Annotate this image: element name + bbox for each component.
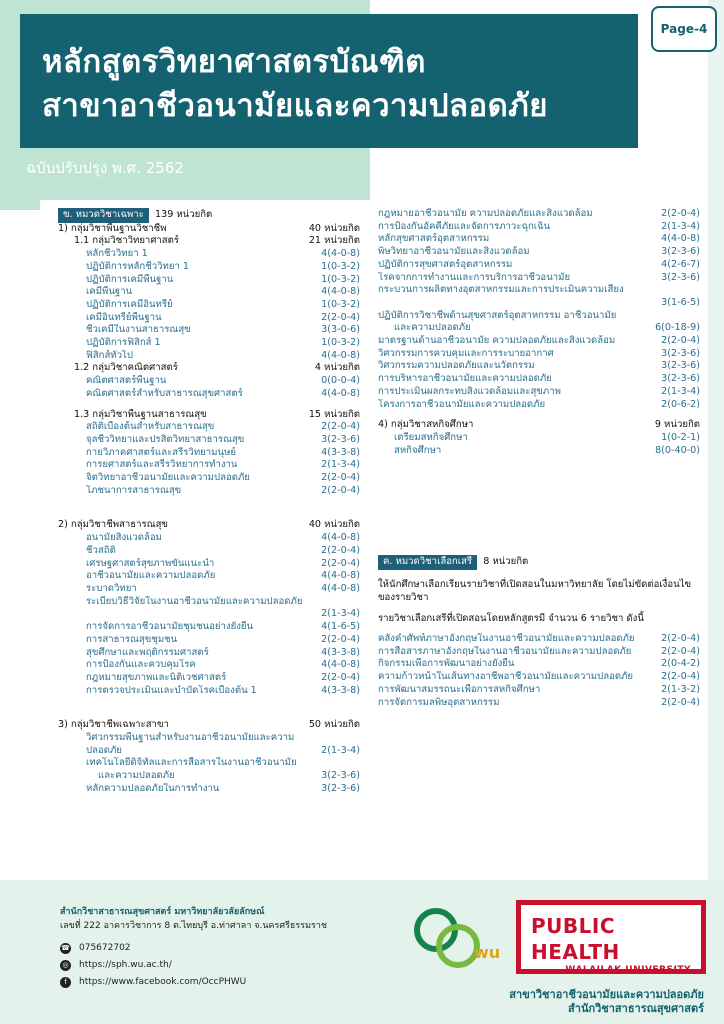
course-name: พิษวิทยาอาชีวอนามัยและสิ่งแวดล้อม — [378, 246, 530, 258]
course-name: ฟิสิกส์ทั่วไป — [86, 349, 133, 361]
section-credits: 139 หน่วยกิต — [155, 209, 213, 220]
course-row[interactable] — [378, 633, 700, 646]
course-name: การจัดการมลพิษอุตสาหกรรม — [378, 696, 500, 708]
course-credits: 2(1-3-4) — [321, 459, 360, 471]
course-credits: 3(2-3-6) — [661, 360, 700, 372]
course-credits: 3(2-3-6) — [661, 373, 700, 385]
course-row[interactable]: ปลอดภัย 2(1-3-4) — [86, 744, 360, 756]
elective-credits: 8 หน่วยกิต — [483, 556, 529, 568]
course-row[interactable] — [378, 373, 700, 386]
course-row[interactable] — [58, 583, 360, 596]
course-credits: 3(2-3-6) — [661, 246, 700, 258]
course-credits: 4(4-0-8) — [321, 286, 360, 298]
subtitle: ฉบับปรับปรุง พ.ศ. 2562 — [26, 159, 184, 177]
course-credits: 2(2-0-4) — [321, 544, 360, 556]
course-credits: 2(2-0-4) — [661, 208, 700, 219]
course-row[interactable] — [58, 261, 360, 274]
course-row[interactable] — [378, 208, 700, 221]
course-credits: 4(4-0-8) — [321, 659, 360, 671]
dept-line-2: สำนักวิชาสาธารณสุขศาสตร์ — [568, 1002, 704, 1015]
course-name: การป้องกันอัคคีภัยและจัดการภาวะฉุกเฉิน — [378, 220, 551, 232]
course-row[interactable] — [58, 299, 360, 312]
course-name: ชีวสถิติ — [86, 544, 116, 556]
department-logo — [412, 902, 502, 978]
course-credits: 4(4-0-8) — [321, 387, 360, 399]
course-row[interactable] — [378, 445, 700, 458]
title-line-1: หลักสูตรวิทยาศาสตรบัณฑิต — [42, 44, 426, 80]
title-banner — [20, 14, 638, 148]
course-row[interactable] — [378, 697, 700, 710]
course-credits: 2(2-0-4) — [321, 484, 360, 496]
course-credits: 4(4-0-8) — [321, 248, 360, 260]
public-health-logo — [516, 900, 706, 974]
course-credits: 1(0-3-2) — [321, 260, 360, 272]
course-credits: 2(2-0-4) — [661, 696, 700, 708]
course-credits: 2(2-0-4) — [321, 671, 360, 683]
left-column — [58, 208, 360, 796]
course-credits: 2(0-4-2) — [661, 658, 700, 670]
course-name: อาชีวอนามัยและความปลอดภัย — [86, 570, 216, 582]
course-name: สหกิจศึกษา — [394, 444, 442, 456]
course-credits: 2(1-3-4) — [661, 385, 700, 397]
course-name: มาตรฐานด้านอาชีวอนามัย ความปลอดภัยและสิ่งแวดล้อม — [378, 335, 616, 347]
course-row[interactable]: ระเบียบวิธีวิจัยในงานอาชีวอนามัยและความปลอดภัย — [86, 595, 303, 607]
phone-item[interactable] — [60, 941, 327, 955]
group-header: 4) กลุ่มวิชาสหกิจศึกษา 9 หน่วยกิต — [378, 419, 700, 431]
course-credits: 1(0-2-1) — [661, 431, 700, 443]
phone-number: 075672702 — [79, 943, 131, 953]
section-header-elective — [378, 555, 700, 570]
course-name: สถิติเบื้องต้นสำหรับสาธารณสุข — [86, 421, 215, 433]
course-row[interactable] — [58, 375, 360, 388]
course-name: วิศวกรรมการควบคุมและการระบายอากาศ — [378, 347, 554, 359]
course-row[interactable] — [58, 312, 360, 325]
course-row[interactable] — [378, 386, 700, 399]
course-row[interactable] — [58, 447, 360, 460]
course-name: ปฏิบัติการเคมีพื้นฐาน — [86, 273, 174, 285]
footer-address: เลขที่ 222 อาคารวิชาการ 8 ต.ไทยบุรี อ.ท่าศาลา จ.นครศรีธรรมราช — [60, 921, 328, 931]
elective-instructions-line-1: ให้นักศึกษาเลือกเรียนรายวิชาที่เปิดสอนในมหาวิทยาลัย โดยไม่ขัดต่อเงื่อนไข — [378, 579, 692, 591]
course-credits: 4(3-3-8) — [321, 646, 360, 658]
course-name: กายวิภาคศาสตร์และสรีรวิทยามนุษย์ — [86, 446, 236, 458]
course-row[interactable] — [378, 272, 700, 285]
course-credits: 2(2-0-4) — [321, 421, 360, 433]
course-row[interactable] — [58, 472, 360, 485]
course-name: เศรษฐศาสตร์สุขภาพขั้นแนะนำ — [86, 557, 215, 569]
course-name: โรคจากการทำงานและการบริการอาชีวอนามัย — [378, 271, 571, 283]
course-row[interactable] — [58, 532, 360, 545]
course-credits: 4(4-0-8) — [661, 233, 700, 245]
course-name: อนามัยสิ่งแวดล้อม — [86, 532, 162, 544]
course-row[interactable] — [58, 324, 360, 337]
subgroup-header: 1.2 กลุ่มวิชาคณิตศาสตร์ 4 หน่วยกิต — [74, 362, 360, 374]
facebook-icon: f — [60, 977, 71, 988]
course-name: กฎหมายสุขภาพและนิติเวชศาสตร์ — [86, 671, 227, 683]
course-credits: 1(0-3-2) — [321, 298, 360, 310]
footer-contact — [60, 905, 327, 989]
globe-icon: ◎ — [60, 960, 71, 971]
course-row[interactable] — [58, 570, 360, 583]
group-header: 1) กลุ่มวิชาพื้นฐานวิชาชีพ 40 หน่วยกิต — [58, 222, 360, 234]
course-credits: 2(2-0-4) — [321, 557, 360, 569]
course-credits: 4(4-0-8) — [321, 570, 360, 582]
course-row[interactable] — [58, 485, 360, 498]
course-row-credits: 3(1-6-5) — [661, 296, 700, 308]
course-credits: 2(2-0-4) — [661, 671, 700, 683]
course-name: ระบาดวิทยา — [86, 582, 137, 594]
course-name: ปฏิบัติการหลักชีววิทยา 1 — [86, 260, 189, 272]
course-row-credits: 2(1-3-4) — [321, 608, 360, 620]
course-name: หลักชีววิทยา 1 — [86, 248, 148, 260]
course-credits: 2(2-0-4) — [321, 472, 360, 484]
course-row[interactable]: วิศวกรรมพื้นฐานสำหรับงานอาชีวอนามัยและความ — [86, 732, 295, 744]
course-credits: 4(4-0-8) — [321, 532, 360, 544]
course-row[interactable] — [378, 646, 700, 659]
course-row[interactable] — [378, 246, 700, 259]
title-line-2: สาขาอาชีวอนามัยและความปลอดภัย — [42, 88, 548, 124]
course-row[interactable] — [58, 337, 360, 350]
course-credits: 3(3-0-6) — [321, 324, 360, 336]
footer-department — [478, 988, 704, 1016]
course-row[interactable]: หลักความปลอดภัยในการทำงาน 3(2-3-6) — [86, 782, 360, 794]
section-header-specific — [58, 208, 360, 223]
section-tag: ข. หมวดวิชาเฉพาะ — [58, 208, 149, 223]
course-list — [58, 621, 360, 697]
course-row[interactable] — [58, 459, 360, 472]
course-credits: 1(0-3-2) — [321, 337, 360, 349]
course-row[interactable] — [378, 259, 700, 272]
dept-line-1: สาขาวิชาอาชีวอนามัยและความปลอดภัย — [509, 988, 704, 1001]
course-credits: 8(0-40-0) — [655, 444, 700, 456]
course-credits: 2(2-0-4) — [661, 335, 700, 347]
phone-icon: ☎ — [61, 944, 70, 952]
logo1-text: wu — [474, 943, 501, 962]
course-credits: 2(1-3-2) — [661, 683, 700, 695]
course-credits: 2(2-0-4) — [321, 633, 360, 645]
course-row[interactable]: ปฏิบัติการวิชาชีพด้านสุขศาสตร์อุตสาหกรรม อาชีวอนามัย — [378, 309, 617, 321]
course-name: การตรวจประเมินและบำบัดโรคเบื้องต้น 1 — [86, 684, 257, 696]
course-row[interactable] — [378, 658, 700, 671]
course-name: การสาธารณสุขชุมชน — [86, 633, 178, 645]
course-name: จุลชีววิทยาและปรสิตวิทยาสาธารณสุข — [86, 433, 245, 445]
course-row[interactable] — [58, 685, 360, 698]
website-link[interactable]: https://sph.wu.ac.th/ — [79, 960, 172, 970]
course-row[interactable]: และความปลอดภัย 6(0-18-9) — [394, 322, 700, 334]
course-list — [58, 248, 360, 362]
course-row[interactable] — [58, 634, 360, 647]
course-row[interactable] — [378, 684, 700, 697]
footer-org: สำนักวิชาสาธารณสุขศาสตร์ มหาวิทยาลัยวลัยลักษณ์ — [60, 907, 265, 917]
group-header: 2) กลุ่มวิชาชีพสาธารณสุข 40 หน่วยกิต — [58, 519, 360, 531]
course-credits: 3(2-3-6) — [321, 433, 360, 445]
curriculum-document — [40, 200, 708, 880]
course-name: ปฏิบัติการสุขศาสตร์อุตสาหกรรม — [378, 258, 513, 270]
course-name: คลังคำศัพท์ภาษาอังกฤษในงานอาชีวอนามัยและความปลอดภัย — [378, 633, 635, 645]
course-name: การสื่อสารภาษาอังกฤษในงานอาชีวอนามัยและความปลอดภัย — [378, 645, 632, 657]
course-credits: 1(0-3-2) — [321, 273, 360, 285]
right-stripe — [708, 0, 724, 1024]
course-name: จิตวิทยาอาชีวอนามัยและความปลอดภัย — [86, 472, 250, 484]
course-row[interactable] — [58, 388, 360, 401]
course-name: ปฏิบัติการฟิสิกส์ 1 — [86, 337, 161, 349]
course-name: ความก้าวหน้าในเส้นทางอาชีพอาชีวอนามัยและความปลอดภัย — [378, 671, 634, 683]
course-name: กิจกรรมเพื่อการพัฒนาอย่างยั่งยืน — [378, 658, 515, 670]
course-name: การประเมินผลกระทบสิ่งแวดล้อมและสุขภาพ — [378, 385, 561, 397]
logo2-line2: WALAILAK UNIVERSITY — [565, 965, 691, 975]
course-credits: 4(1-6-5) — [321, 621, 360, 633]
course-row[interactable] — [58, 659, 360, 672]
course-row[interactable] — [378, 360, 700, 373]
course-credits: 4(4-0-8) — [321, 582, 360, 594]
course-credits: 2(2-0-4) — [661, 633, 700, 645]
course-name: วิศวกรรมความปลอดภัยและนวัตกรรม — [378, 360, 535, 372]
course-row[interactable]: เทคโนโลยีดิจิทัลและการสื่อสารในงานอาชีวอนามัย — [86, 757, 297, 769]
elective-course-list — [378, 633, 700, 709]
course-name: ชีวเคมีในงานสาธารณสุข — [86, 324, 191, 336]
course-credits: 2(2-0-4) — [321, 311, 360, 323]
course-name: การยศาสตร์และสรีรวิทยาการทำงาน — [86, 459, 238, 471]
course-row[interactable] — [58, 434, 360, 447]
course-row[interactable] — [58, 621, 360, 634]
course-credits: 2(1-3-4) — [661, 220, 700, 232]
group-header: 3) กลุ่มวิชาชีพเฉพาะสาขา 50 หน่วยกิต — [58, 719, 360, 731]
elective-section-tag: ค. หมวดวิชาเลือกเสรี — [378, 555, 477, 570]
course-credits: 2(2-0-4) — [661, 645, 700, 657]
course-row[interactable] — [378, 221, 700, 234]
course-name: การบริหารอาชีวอนามัยและความปลอดภัย — [378, 373, 552, 385]
course-name: การป้องกันและควบคุมโรค — [86, 659, 196, 671]
course-row[interactable] — [58, 558, 360, 571]
course-list — [58, 421, 360, 497]
course-credits: 2(0-6-2) — [661, 398, 700, 410]
course-row[interactable] — [58, 274, 360, 287]
course-name: เคมีอินทรีย์พื้นฐาน — [86, 311, 162, 323]
course-name: คณิตศาสตร์พื้นฐาน — [86, 375, 167, 387]
course-credits: 4(3-3-8) — [321, 684, 360, 696]
course-row[interactable] — [378, 335, 700, 348]
course-credits: 3(2-3-6) — [661, 347, 700, 359]
course-row[interactable] — [378, 671, 700, 684]
subgroup-header: 1.3 กลุ่มวิชาพื้นฐานสาธารณสุข 15 หน่วยกิต — [74, 408, 360, 420]
course-list — [378, 208, 700, 284]
course-name: โครงการอาชีวอนามัยและความปลอดภัย — [378, 398, 546, 410]
course-list — [378, 432, 700, 457]
elective-instructions-line-2: ของรายวิชา — [378, 592, 429, 604]
course-row[interactable] — [58, 545, 360, 558]
facebook-item[interactable] — [60, 975, 327, 989]
course-credits: 4(3-3-8) — [321, 446, 360, 458]
course-row[interactable] — [378, 233, 700, 246]
course-name: เคมีพื้นฐาน — [86, 286, 133, 298]
course-name: ปฏิบัติการเคมีอินทรีย์ — [86, 298, 173, 310]
course-name: เตรียมสหกิจศึกษา — [394, 431, 468, 443]
course-name: โภชนาการสาธารณสุข — [86, 484, 182, 496]
course-name: การพัฒนาสมรรถนะเพื่อการสหกิจศึกษา — [378, 683, 541, 695]
course-name: สุขศึกษาและพฤติกรรมศาสตร์ — [86, 646, 209, 658]
course-row[interactable] — [378, 399, 700, 412]
facebook-link[interactable]: https://www.facebook.com/OccPHWU — [79, 977, 247, 987]
course-row[interactable]: และความปลอดภัย 3(2-3-6) — [98, 770, 360, 782]
course-row[interactable] — [58, 672, 360, 685]
course-credits: 4(2-6-7) — [661, 258, 700, 270]
course-row[interactable] — [58, 647, 360, 660]
course-list — [378, 335, 700, 411]
course-name: คณิตศาสตร์สำหรับสาธารณสุขศาสตร์ — [86, 387, 243, 399]
page-badge: Page-4 — [651, 6, 717, 52]
course-credits: 4(4-0-8) — [321, 349, 360, 361]
right-column — [378, 208, 700, 709]
elective-intro: รายวิชาเลือกเสรีที่เปิดสอนโดยหลักสูตรมี จำนวน 6 รายวิชา ดังนี้ — [378, 613, 644, 625]
course-list — [58, 375, 360, 400]
course-row[interactable] — [58, 350, 360, 363]
course-row[interactable]: กระบวนการผลิตทางอุตสาหกรรมและการประเมินความเสี่ยง — [378, 284, 624, 296]
course-row[interactable] — [378, 348, 700, 361]
course-list — [58, 532, 360, 596]
course-row[interactable] — [58, 286, 360, 299]
subgroup-header: 1.1 กลุ่มวิชาวิทยาศาสตร์ 21 หน่วยกิต — [74, 235, 360, 247]
course-row[interactable] — [58, 248, 360, 261]
course-credits: 0(0-0-4) — [321, 375, 360, 387]
course-row[interactable] — [58, 421, 360, 434]
website-item[interactable] — [60, 958, 327, 972]
course-row[interactable] — [378, 432, 700, 445]
logo2-line1: PUBLIC HEALTH — [531, 914, 620, 964]
course-name: หลักสุขศาสตร์อุตสาหกรรม — [378, 233, 490, 245]
course-credits: 3(2-3-6) — [661, 271, 700, 283]
course-name: กฎหมายอาชีวอนามัย ความปลอดภัยและสิ่งแวดล้อม — [378, 208, 593, 219]
course-name: การจัดการอาชีวอนามัยชุมชนอย่างยั่งยืน — [86, 621, 254, 633]
